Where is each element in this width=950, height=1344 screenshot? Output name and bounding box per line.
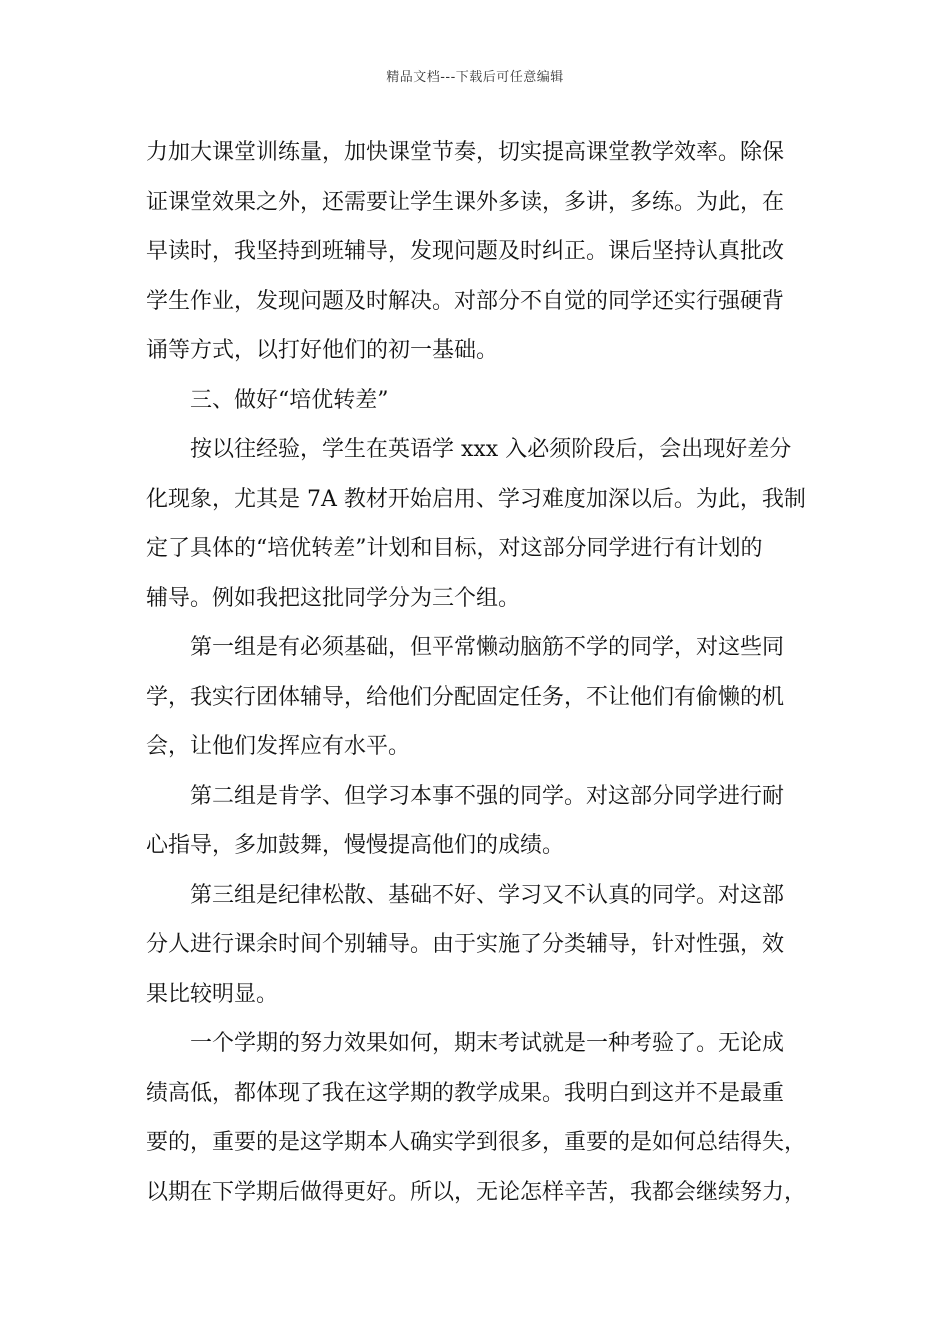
text-line: 证课堂效果之外，还需要让学生课外多读，多讲，多练。为此，在 <box>146 189 785 215</box>
paragraph-6 <box>146 871 826 1020</box>
text-line: 一个学期的努力效果如何，期末考试就是一种考验了。无论成 <box>190 1031 785 1056</box>
text-line: 心指导，多加鼓舞，慢慢提高他们的成绩。 <box>146 833 565 858</box>
text-line: 学生作业，发现问题及时解决。对部分不自觉的同学还实行强硬背 <box>146 288 785 314</box>
paragraph-5 <box>146 772 826 871</box>
text-line: 辅导。例如我把这批同学分为三个组。 <box>146 585 521 611</box>
text-line: 按以往经验，学生在英语学 xxx 入必须阶段后，会出现好差分 <box>190 437 792 462</box>
text-line: 力加大课堂训练量，加快课堂节奏，切实提高课堂教学效率。除保 <box>146 140 785 165</box>
text-line: 早读时，我坚持到班辅导，发现问题及时纠正。课后坚持认真批改 <box>146 239 785 264</box>
paragraph-7 <box>146 1019 826 1217</box>
paragraph-1 <box>146 128 826 376</box>
document-body <box>146 128 826 1217</box>
text-line: 果比较明显。 <box>146 981 279 1007</box>
text-line: 第一组是有必须基础，但平常懒动脑筋不学的同学，对这些同 <box>190 635 785 660</box>
text-line: 绩高低，都体现了我在这学期的教学成果。我明白到这并不是最重 <box>146 1080 785 1106</box>
text-line: 要的，重要的是这学期本人确实学到很多，重要的是如何总结得失， <box>146 1130 807 1155</box>
text-line: 学，我实行团体辅导，给他们分配固定任务，不让他们有偷懒的机 <box>146 684 785 710</box>
text-line: 分人进行课余时间个别辅导。由于实施了分类辅导，针对性强，效 <box>146 932 785 957</box>
text-line: 第三组是纪律松散、基础不好、学习又不认真的同学。对这部 <box>190 882 785 908</box>
heading-line: 三、做好“培优转差” <box>190 387 389 413</box>
section-heading <box>146 376 826 426</box>
paragraph-3 <box>146 425 826 623</box>
text-line: 以期在下学期后做得更好。所以，无论怎样辛苦，我都会继续努力， <box>146 1179 807 1205</box>
text-line: 定了具体的“培优转差”计划和目标，对这部分同学进行有计划的 <box>146 536 763 561</box>
paragraph-4 <box>146 623 826 772</box>
text-line: 诵等方式，以打好他们的初一基础。 <box>146 338 499 363</box>
text-line: 化现象，尤其是 7A 教材开始启用、学习难度加深以后。为此，我制 <box>146 486 806 512</box>
text-line: 会，让他们发挥应有水平。 <box>146 734 411 759</box>
page-header: 精品文档---下载后可任意编辑 <box>386 70 564 85</box>
text-line: 第二组是肯学、但学习本事不强的同学。对这部分同学进行耐 <box>190 783 785 809</box>
